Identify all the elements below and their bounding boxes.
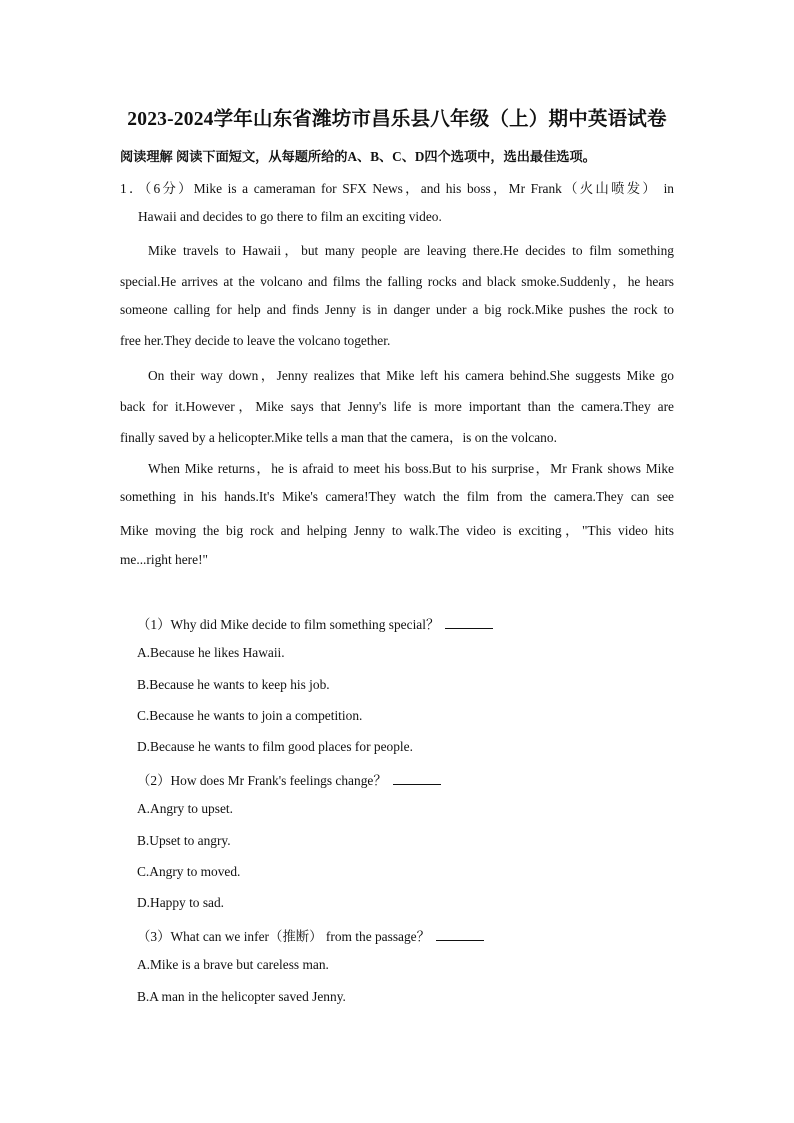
passage-line: 1．（6分）Mike is a cameraman for SFX News，and his boss，Mr Frank（火山喷发） in xyxy=(120,181,674,196)
question-stem xyxy=(137,770,441,789)
answer-blank[interactable] xyxy=(393,772,441,785)
page-title: 2023-2024学年山东省潍坊市昌乐县八年级（上）期中英语试卷 xyxy=(127,109,667,130)
question-text: （2）How does Mr Frank's feelings change？ xyxy=(137,773,387,788)
passage-line: Mike moving the big rock and helping Jenny to walk.The video is exciting，"This video hits xyxy=(120,523,674,538)
passage-line: me...right here!" xyxy=(120,552,209,567)
passage-line: someone calling for help and finds Jenny is in danger under a big rock.Mike pushes the rock to xyxy=(120,302,674,317)
question-stem xyxy=(137,614,493,633)
option-c: C.Because he wants to join a competition. xyxy=(137,708,363,723)
passage-line: When Mike returns，he is afraid to meet his boss.But to his surprise，Mr Frank shows Mike xyxy=(148,461,674,476)
section-instruction: 阅读理解 阅读下面短文，从每题所给的A、B、C、D四个选项中，选出最佳选项。 xyxy=(120,149,596,164)
option-a: A.Because he likes Hawaii. xyxy=(137,645,285,660)
option-b: B.A man in the helicopter saved Jenny. xyxy=(137,989,346,1004)
option-d: D.Because he wants to film good places for people. xyxy=(137,739,413,754)
option-b: B.Because he wants to keep his job. xyxy=(137,677,330,692)
question-stem xyxy=(137,926,484,945)
passage-line: something in his hands.It's Mike's camera!They watch the film from the camera.They can see xyxy=(120,489,674,504)
passage-line: finally saved by a helicopter.Mike tells a man that the camera，is on the volcano. xyxy=(120,430,557,445)
option-a: A.Mike is a brave but careless man. xyxy=(137,957,329,972)
passage-line: On their way down，Jenny realizes that Mike left his camera behind.She suggests Mike go xyxy=(148,368,674,383)
passage-line: special.He arrives at the volcano and films the falling rocks and black smoke.Suddenly，he hears xyxy=(120,274,674,289)
answer-blank[interactable] xyxy=(436,928,484,941)
option-b: B.Upset to angry. xyxy=(137,833,231,848)
passage-line: Hawaii and decides to go there to film an exciting video. xyxy=(138,209,442,224)
option-d: D.Happy to sad. xyxy=(137,895,225,910)
passage-line: Mike travels to Hawaii，but many people are leaving there.He decides to film something xyxy=(148,243,674,258)
option-a: A.Angry to upset. xyxy=(137,801,233,816)
answer-blank[interactable] xyxy=(445,616,493,629)
question-text: （1）Why did Mike decide to film something special？ xyxy=(137,617,440,632)
question-text: （3）What can we infer（推断） from the passage？ xyxy=(137,929,431,944)
option-c: C.Angry to moved. xyxy=(137,864,241,879)
passage-line: back for it.However，Mike says that Jenny's life is more important than the camera.They are xyxy=(120,399,674,414)
passage-line: free her.They decide to leave the volcano together. xyxy=(120,333,391,348)
